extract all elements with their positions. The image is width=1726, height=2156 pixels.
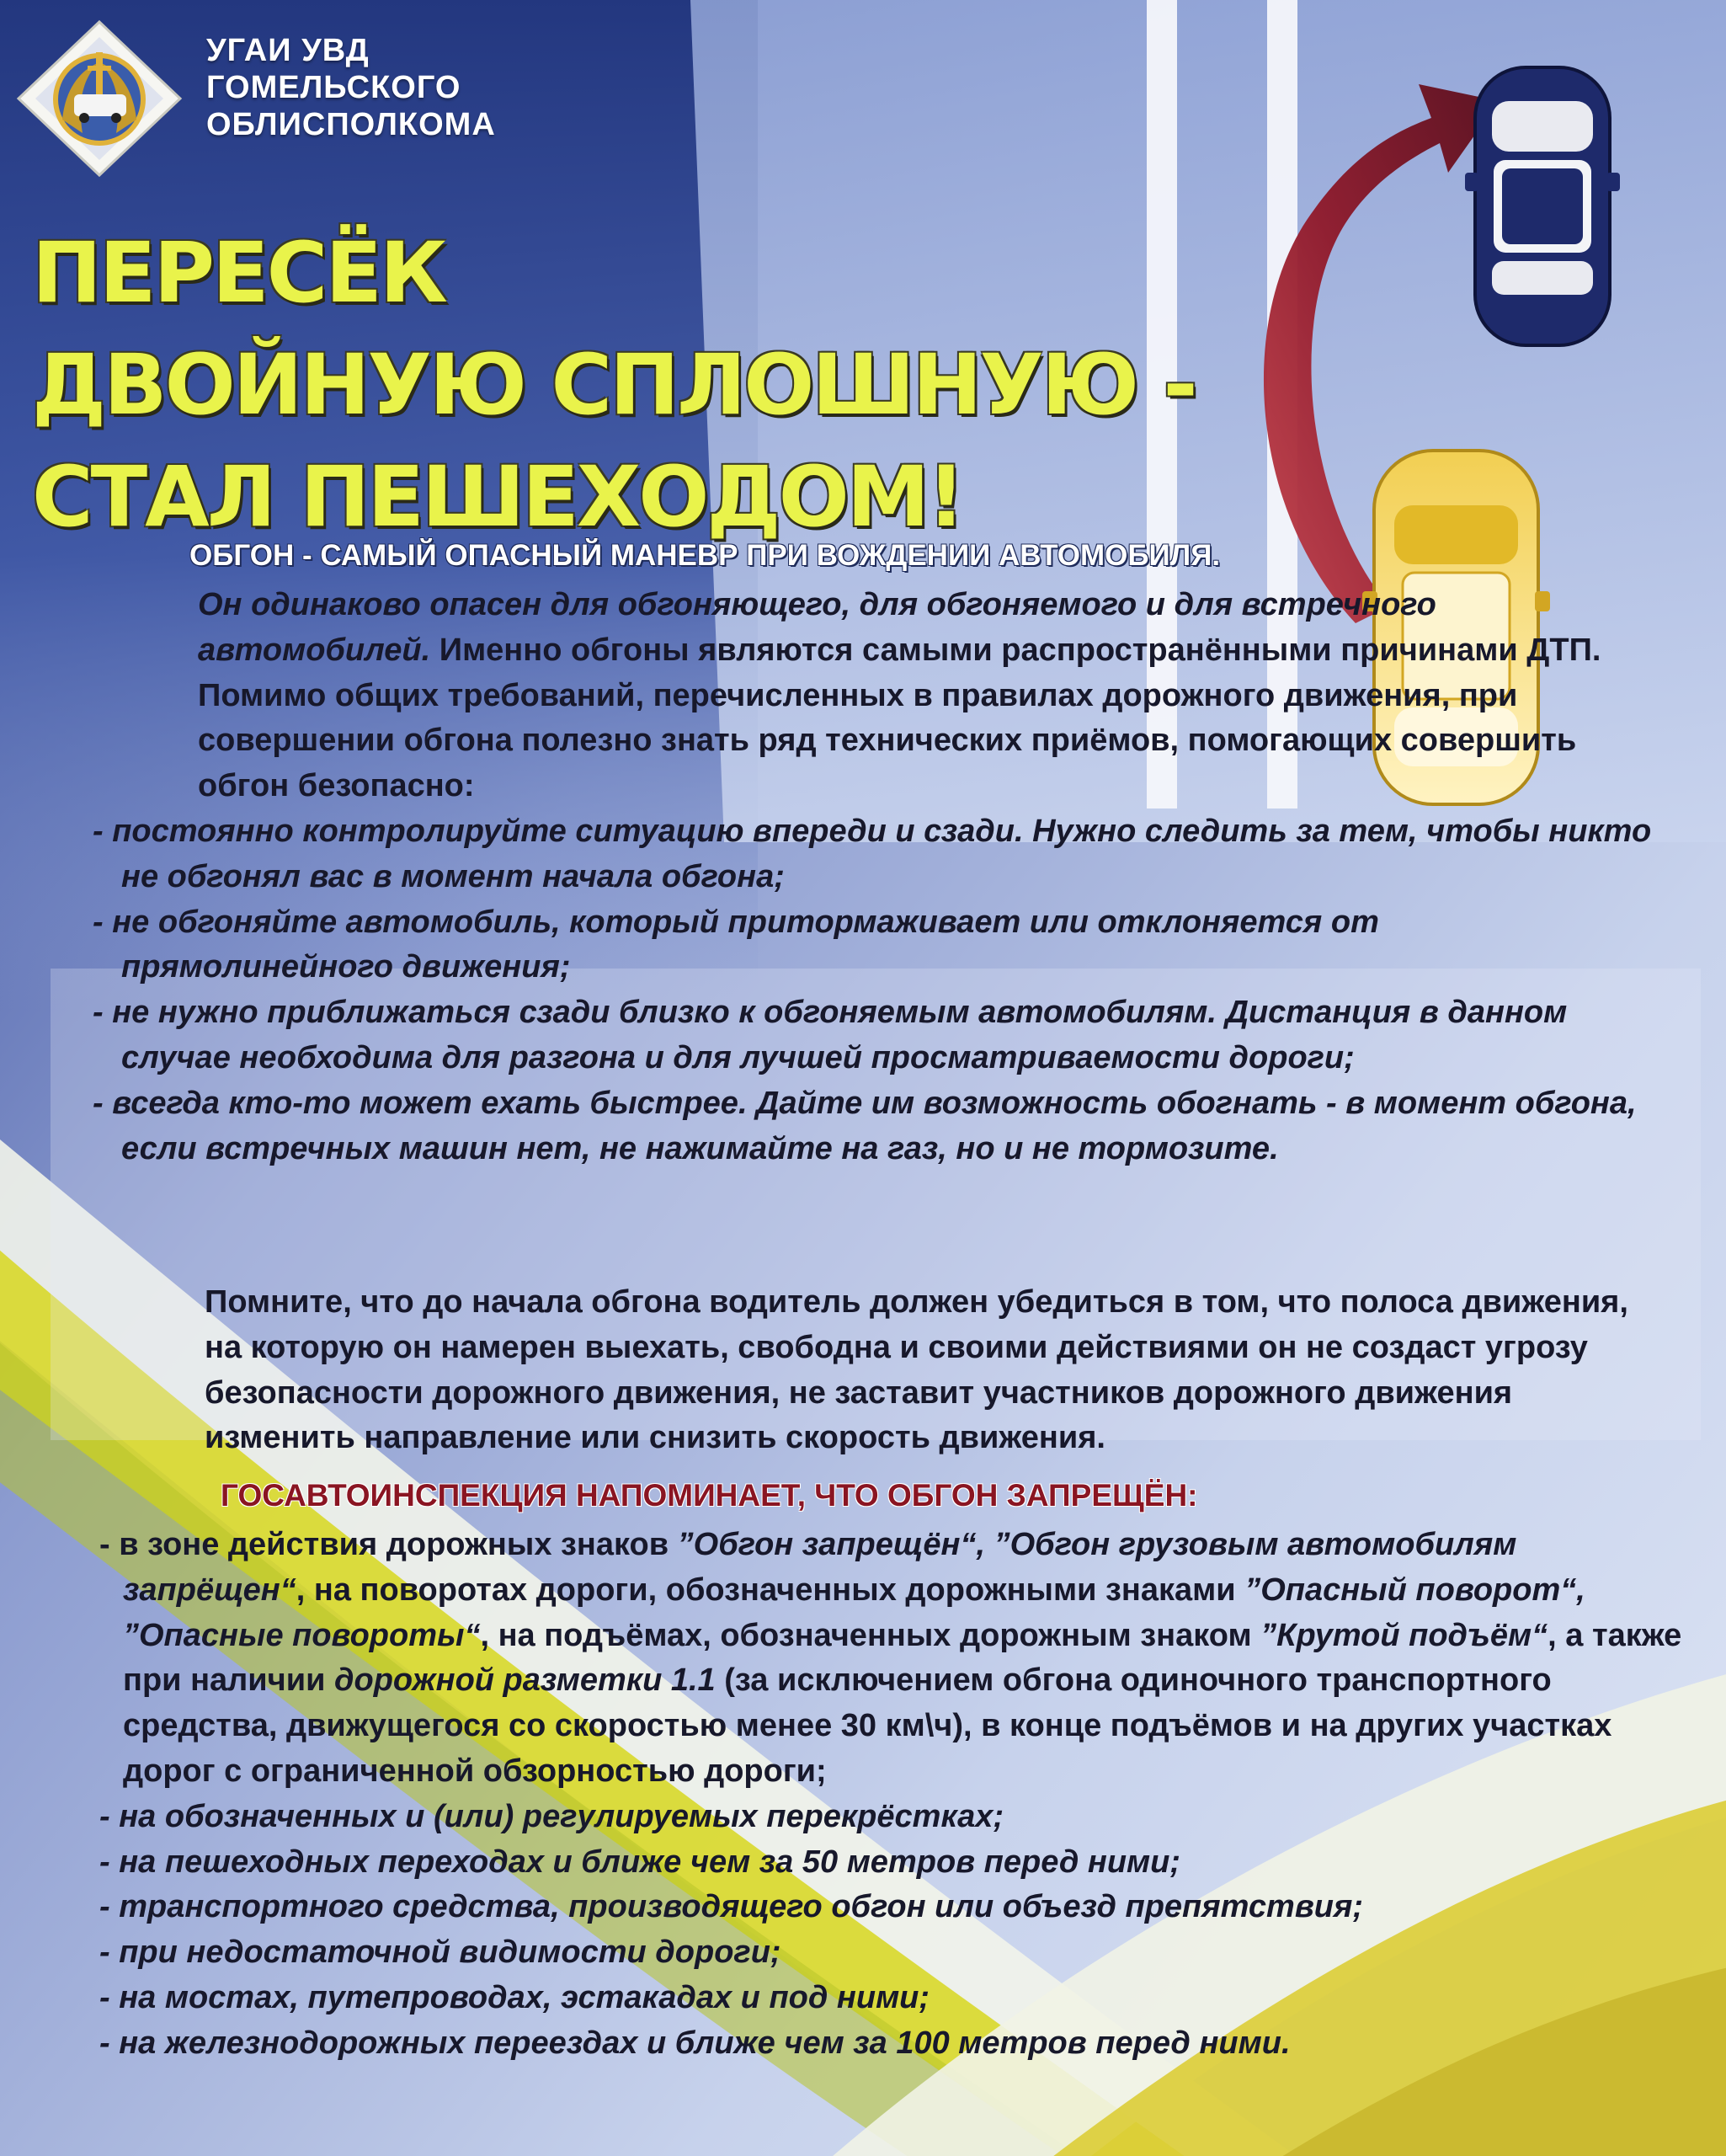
intro-paragraph bbox=[93, 583, 1654, 809]
oncoming-car bbox=[1465, 67, 1620, 345]
sign-names: ”Обгон запрещён“, ”Обгон грузовым автомобилям запрёщен“ bbox=[123, 1527, 1517, 1608]
overtaking-tips-block bbox=[93, 583, 1654, 1171]
rule-text: (за исключением обгона одиночного транспортного средства, движущегося со скоростью менее 30 км\ч), в конце подъёмов и на других участках дорог с ограниченной обзорностью дороги; bbox=[123, 1662, 1612, 1789]
rule-item: - на мостах, путепроводах, эстакадах и под ними; bbox=[99, 1979, 930, 2015]
prohibited-rules-block bbox=[99, 1523, 1682, 2067]
reminder-paragraph: Помните, что до начала обгона водитель должен убедиться в том, что полоса движения, на которую он намерен выехать, свободна и своими действиями он не создаст угрозу безопасности дорожного движения, не заставит участников дорожного движения изменить направление или снизить скорость движения. bbox=[205, 1284, 1628, 1456]
tip-item: - не нужно приближаться сзади близко к обгоняемым автомобилям. Дистанция в данном случае необходима для разгона и для лучшей просматриваемости дороги; bbox=[93, 995, 1568, 1075]
org-line-2: ГОМЕЛЬСКОГО bbox=[206, 70, 461, 105]
intro-italic: Он одинаково опасен для обгоняющего, для обгоняемого и для встречного автомобилей. bbox=[198, 587, 1436, 668]
rule-text: , на поворотах дороги, обозначенных дорожными знаками bbox=[296, 1572, 1245, 1608]
marking-name: дорожной разметки 1.1 bbox=[334, 1662, 716, 1699]
rule-text: , на подъёмах, обозначенных дорожным знаком bbox=[480, 1617, 1261, 1653]
traffic-police-emblem bbox=[15, 19, 184, 179]
sign-names: ”Опасный поворот“, ”Опасные повороты“ bbox=[123, 1572, 1585, 1653]
tip-item: - всегда кто-то может ехать быстрее. Дайте им возможность обогнать - в момент обгона, если встречных машин нет, не нажимайте на газ, но и не тормозите. bbox=[93, 1085, 1637, 1166]
headline-line-2: ДВОЙНУЮ СПЛОШНУЮ - bbox=[32, 337, 1196, 434]
rule-item-signs bbox=[99, 1523, 1682, 1795]
tip-item: - не обгоняйте автомобиль, который притормаживает или отклоняется от прямолинейного движения; bbox=[93, 904, 1379, 985]
rule-item: - при недостаточной видимости дороги; bbox=[99, 1935, 781, 1971]
rule-text: , а также при наличии bbox=[123, 1617, 1682, 1699]
rule-text: - в зоне действия дорожных знаков bbox=[99, 1527, 678, 1562]
section-title-prohibited: ГОСАВТОИНСПЕКЦИЯ НАПОМИНАЕТ, ЧТО ОБГОН ЗАПРЕЩЁН: bbox=[221, 1478, 1198, 1513]
org-line-3: ОБЛИСПОЛКОМА bbox=[206, 107, 496, 142]
rule-item: - на обозначенных и (или) регулируемых перекрёстках; bbox=[99, 1798, 1004, 1834]
headline-line-1: ПЕРЕСЁК bbox=[32, 225, 445, 322]
intro-rest: Именно обгоны являются самыми распространёнными причинами ДТП. Помимо общих требований, перечисленных в правилах дорожного движения, при совершении обгона полезно знать ряд технических приёмов, помогающих совершить обгон безопасно: bbox=[198, 632, 1601, 804]
section-title-overtaking: ОБГОН - САМЫЙ ОПАСНЫЙ МАНЕВР ПРИ ВОЖДЕНИИ АВТОМОБИЛЯ. bbox=[189, 539, 1221, 572]
rule-item: - транспортного средства, производящего обгон или объезд препятствия; bbox=[99, 1889, 1364, 1925]
organization-name bbox=[206, 32, 496, 143]
sign-names: ”Крутой подъём“ bbox=[1260, 1617, 1548, 1653]
rule-item: - на пешеходных переходах и ближе чем за 50 метров перед ними; bbox=[99, 1844, 1181, 1880]
reminder-block bbox=[99, 1280, 1665, 1461]
tip-item: - постоянно контролируйте ситуацию впереди и сзади. Нужно следить за тем, чтобы никто не обгонял вас в момент начала обгона; bbox=[93, 813, 1652, 894]
headline-line-3: СТАЛ ПЕШЕХОДОМ! bbox=[32, 449, 963, 546]
org-line-1: УГАИ УВД bbox=[206, 33, 370, 68]
rule-item: - на железнодорожных переездах и ближе чем за 100 метров перед ними. bbox=[99, 2025, 1291, 2061]
